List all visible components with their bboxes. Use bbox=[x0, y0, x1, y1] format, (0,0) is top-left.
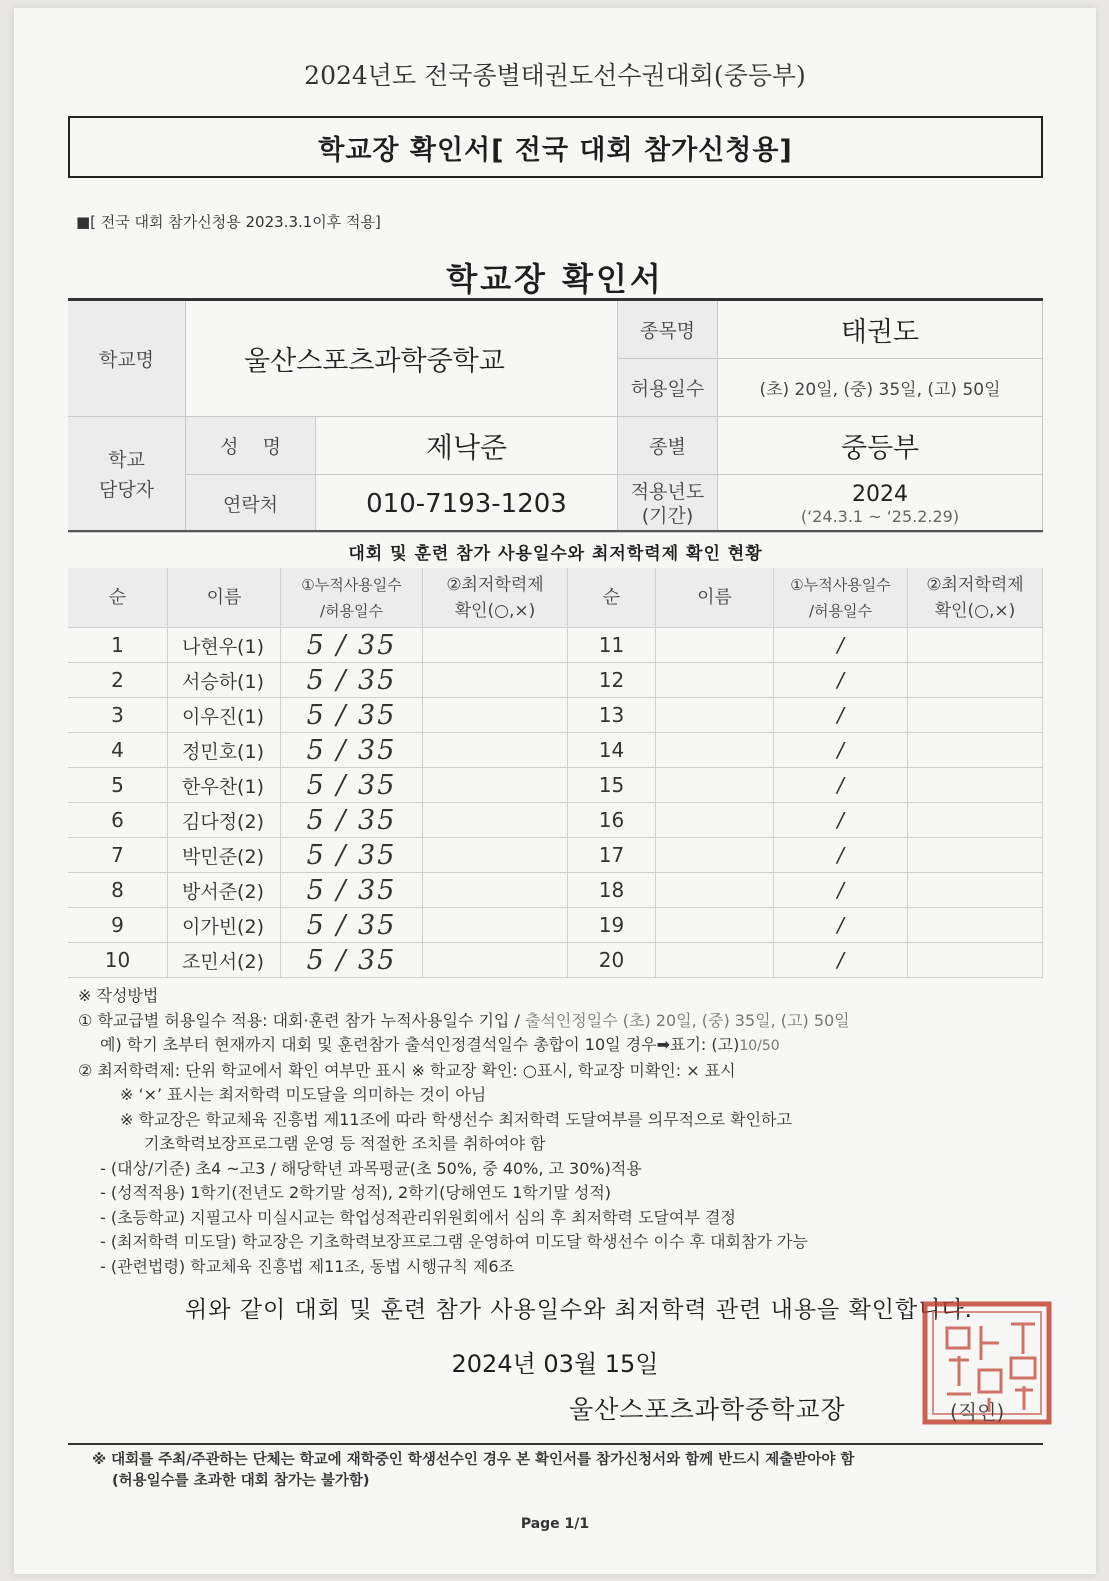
year-value: 2024 bbox=[852, 481, 908, 507]
sport-label: 종목명 bbox=[618, 301, 718, 359]
days-header-line2: /허용일수 bbox=[319, 601, 383, 620]
left-row-no: 2 bbox=[68, 663, 168, 698]
contact-group-label: 학교 담당자 bbox=[68, 417, 186, 533]
division-value: 중등부 bbox=[718, 417, 1043, 475]
left-row-name: 정민호(1) bbox=[168, 733, 281, 768]
right-row-days: / bbox=[774, 943, 908, 978]
writing-method bbox=[78, 984, 1068, 1279]
right-row-name bbox=[656, 838, 774, 873]
method-line-7: - (대상/기준) 초4 ~고3 / 해당학년 과목평균(초 50%, 중 40%, 고 30%)적용 bbox=[100, 1158, 642, 1178]
right-row-days: / bbox=[774, 768, 908, 803]
left-row-check bbox=[423, 943, 568, 978]
phone-value: 010-7193-1203 bbox=[316, 475, 618, 533]
seal-mark: (직인) bbox=[950, 1400, 1005, 1424]
left-row-name: 서승하(1) bbox=[168, 663, 281, 698]
right-row-name bbox=[656, 908, 774, 943]
right-row-no: 14 bbox=[568, 733, 656, 768]
method-line-2: 예) 학기 초부터 현재까지 대회 및 훈련참가 출석인정결석일수 총합이 10일 경우➡표기: (고)10/50 bbox=[100, 1035, 780, 1054]
right-row-name bbox=[656, 628, 774, 663]
left-row-no: 6 bbox=[68, 803, 168, 838]
principal-name: 울산스포츠과학중학교장 bbox=[569, 1395, 846, 1424]
left-row-days: 5 / 35 bbox=[281, 873, 423, 908]
right-row-check bbox=[908, 943, 1043, 978]
right-row-days: / bbox=[774, 838, 908, 873]
left-row-days: 5 / 35 bbox=[281, 803, 423, 838]
right-row-name bbox=[656, 698, 774, 733]
issue-date: 2024년 03월 15일 bbox=[451, 1350, 659, 1378]
left-row-check bbox=[423, 628, 568, 663]
method-line-11: - (관련법령) 학교체육 진흥법 제11조, 동법 시행규칙 제6조 bbox=[100, 1256, 515, 1276]
footer-notes bbox=[92, 1450, 1072, 1492]
right-row-check bbox=[908, 698, 1043, 733]
left-row-name: 이가빈(2) bbox=[168, 908, 281, 943]
left-row-no: 4 bbox=[68, 733, 168, 768]
right-row-no: 18 bbox=[568, 873, 656, 908]
left-row-check bbox=[423, 733, 568, 768]
right-row-name bbox=[656, 803, 774, 838]
right-row-check bbox=[908, 838, 1043, 873]
right-row-no: 12 bbox=[568, 663, 656, 698]
left-row-days: 5 / 35 bbox=[281, 663, 423, 698]
event-title: 2024년도 전국종별태권도선수권대회(중등부) bbox=[304, 61, 806, 90]
info-table bbox=[68, 298, 1043, 533]
grade-header-line2: 확인(○,×) bbox=[454, 600, 536, 621]
right-row-days: / bbox=[774, 873, 908, 908]
school-label: 학교명 bbox=[68, 301, 186, 417]
method-line-1: ① 학교급별 허용일수 적용: 대회·훈련 참가 누적사용일수 기입 / 출석인정일수 (초) 20일, (중) 35일, (고) 50일 bbox=[78, 1010, 850, 1030]
right-row-name bbox=[656, 943, 774, 978]
usage-section-title: 대회 및 훈련 참가 사용일수와 최저학력제 확인 현황 bbox=[68, 530, 1043, 571]
right-row-days: / bbox=[774, 733, 908, 768]
right-row-name bbox=[656, 663, 774, 698]
left-row-days: 5 / 35 bbox=[281, 908, 423, 943]
right-row-check bbox=[908, 733, 1043, 768]
footer-note-1: ※ 대회를 주최/주관하는 단체는 학교에 재학중인 학생선수인 경우 본 확인서를 참가신청서와 함께 반드시 제출받아야 함 bbox=[92, 1452, 855, 1468]
method-line-4: ※ ‘×’ 표시는 최저학력 미도달을 의미하는 것이 아님 bbox=[120, 1085, 487, 1104]
main-title: 학교장 확인서 bbox=[446, 260, 664, 298]
grade-header-line1-right: ②최저학력제 bbox=[926, 574, 1024, 595]
left-row-name: 한우찬(1) bbox=[168, 768, 281, 803]
left-row-no: 7 bbox=[68, 838, 168, 873]
left-row-days: 5 / 35 bbox=[281, 698, 423, 733]
col-header-name: 이름 bbox=[168, 568, 281, 628]
right-row-check bbox=[908, 768, 1043, 803]
method-line-10: - (최저학력 미도달) 학교장은 기초학력보장프로그램 운영하여 미도달 학생선수 이수 후 대회참가 가능 bbox=[100, 1232, 808, 1251]
left-row-check bbox=[423, 698, 568, 733]
left-row-name: 박민준(2) bbox=[168, 838, 281, 873]
footer-note-2: (허용일수를 초과한 대회 참가는 불가함) bbox=[112, 1473, 370, 1489]
right-row-days: / bbox=[774, 628, 908, 663]
right-row-check bbox=[908, 663, 1043, 698]
usage-table bbox=[68, 568, 1043, 978]
method-line-6: 기초학력보장프로그램 운영 등 적절한 조치를 취하여야 함 bbox=[144, 1134, 546, 1153]
left-row-days: 5 / 35 bbox=[281, 943, 423, 978]
left-row-days: 5 / 35 bbox=[281, 838, 423, 873]
right-row-no: 16 bbox=[568, 803, 656, 838]
person-name: 제낙준 bbox=[316, 417, 618, 475]
year-cell bbox=[718, 475, 1043, 533]
form-note: ■[ 전국 대회 참가신청용 2023.3.1이후 적용] bbox=[76, 213, 381, 231]
days-header-line1-right: ①누적사용일수 bbox=[790, 575, 891, 594]
right-row-name bbox=[656, 733, 774, 768]
grade-header-line2-right: 확인(○,×) bbox=[934, 600, 1016, 621]
method-line-3: ② 최저학력제: 단위 학교에서 확인 여부만 표시 ※ 학교장 확인: ○표시, 학교장 미확인: × 표시 bbox=[78, 1060, 736, 1080]
left-row-no: 3 bbox=[68, 698, 168, 733]
allowed-days-value: (초) 20일, (중) 35일, (고) 50일 bbox=[718, 359, 1043, 417]
left-row-no: 1 bbox=[68, 628, 168, 663]
grade-header-line1: ②최저학력제 bbox=[446, 574, 544, 595]
method-line-5: ※ 학교장은 학교체육 진흥법 제11조에 따라 학생선수 최저학력 도달여부를 의무적으로 확인하고 bbox=[120, 1109, 792, 1129]
left-row-days: 5 / 35 bbox=[281, 768, 423, 803]
col-header-no: 순 bbox=[68, 568, 168, 628]
person-name-label: 성 명 bbox=[186, 417, 316, 475]
right-row-check bbox=[908, 873, 1043, 908]
form-title-box: 학교장 확인서[ 전국 대회 참가신청용] bbox=[68, 116, 1043, 178]
right-row-check bbox=[908, 803, 1043, 838]
method-title: ※ 작성방법 bbox=[78, 986, 159, 1005]
left-row-name: 방서준(2) bbox=[168, 873, 281, 908]
method-line-9: - (초등학교) 지필고사 미실시교는 학업성적관리위원회에서 심의 후 최저학력 도달여부 결정 bbox=[100, 1207, 736, 1227]
col-header-grade bbox=[423, 568, 568, 628]
footer-divider bbox=[68, 1443, 1043, 1445]
right-row-check bbox=[908, 628, 1043, 663]
right-row-no: 11 bbox=[568, 628, 656, 663]
right-row-name bbox=[656, 873, 774, 908]
left-row-name: 이우진(1) bbox=[168, 698, 281, 733]
allowed-days-label: 허용일수 bbox=[618, 359, 718, 417]
right-row-days: / bbox=[774, 663, 908, 698]
left-row-name: 김다정(2) bbox=[168, 803, 281, 838]
period-value: (‘24.3.1 ~ ‘25.2.29) bbox=[800, 506, 960, 526]
right-row-no: 19 bbox=[568, 908, 656, 943]
left-row-name: 조민서(2) bbox=[168, 943, 281, 978]
right-row-no: 13 bbox=[568, 698, 656, 733]
left-row-name: 나현우(1) bbox=[168, 628, 281, 663]
division-label: 종별 bbox=[618, 417, 718, 475]
left-row-no: 5 bbox=[68, 768, 168, 803]
year-label: 적용년도 (기간) bbox=[618, 475, 718, 533]
right-row-days: / bbox=[774, 698, 908, 733]
col-header-days-right bbox=[774, 568, 908, 628]
left-row-days: 5 / 35 bbox=[281, 628, 423, 663]
right-row-days: / bbox=[774, 803, 908, 838]
right-row-name bbox=[656, 768, 774, 803]
left-row-check bbox=[423, 663, 568, 698]
left-row-check bbox=[423, 873, 568, 908]
right-row-check bbox=[908, 908, 1043, 943]
left-row-no: 8 bbox=[68, 873, 168, 908]
left-row-check bbox=[423, 838, 568, 873]
days-header-line1: ①누적사용일수 bbox=[301, 575, 402, 594]
left-row-no: 10 bbox=[68, 943, 168, 978]
right-row-no: 17 bbox=[568, 838, 656, 873]
school-name: 울산스포츠과학중학교 bbox=[186, 301, 618, 417]
col-header-name-right: 이름 bbox=[656, 568, 774, 628]
left-row-check bbox=[423, 803, 568, 838]
left-row-check bbox=[423, 768, 568, 803]
col-header-grade-right bbox=[908, 568, 1043, 628]
confirmation-statement: 위와 같이 대회 및 훈련 참가 사용일수와 최저학력 관련 내용을 확인합니다. bbox=[185, 1297, 973, 1323]
method-line-8: - (성적적용) 1학기(전년도 2학기말 성적), 2학기(당해연도 1학기말 성적) bbox=[100, 1183, 612, 1202]
left-row-days: 5 / 35 bbox=[281, 733, 423, 768]
days-header-line2-right: /허용일수 bbox=[808, 601, 872, 620]
right-row-no: 15 bbox=[568, 768, 656, 803]
phone-label: 연락처 bbox=[186, 475, 316, 533]
page-number: Page 1/1 bbox=[520, 1516, 590, 1532]
document-page bbox=[14, 8, 1096, 1574]
left-row-check bbox=[423, 908, 568, 943]
right-row-no: 20 bbox=[568, 943, 656, 978]
right-row-days: / bbox=[774, 908, 908, 943]
col-header-no-right: 순 bbox=[568, 568, 656, 628]
col-header-days bbox=[281, 568, 423, 628]
left-row-no: 9 bbox=[68, 908, 168, 943]
sport-value: 태권도 bbox=[718, 301, 1043, 359]
